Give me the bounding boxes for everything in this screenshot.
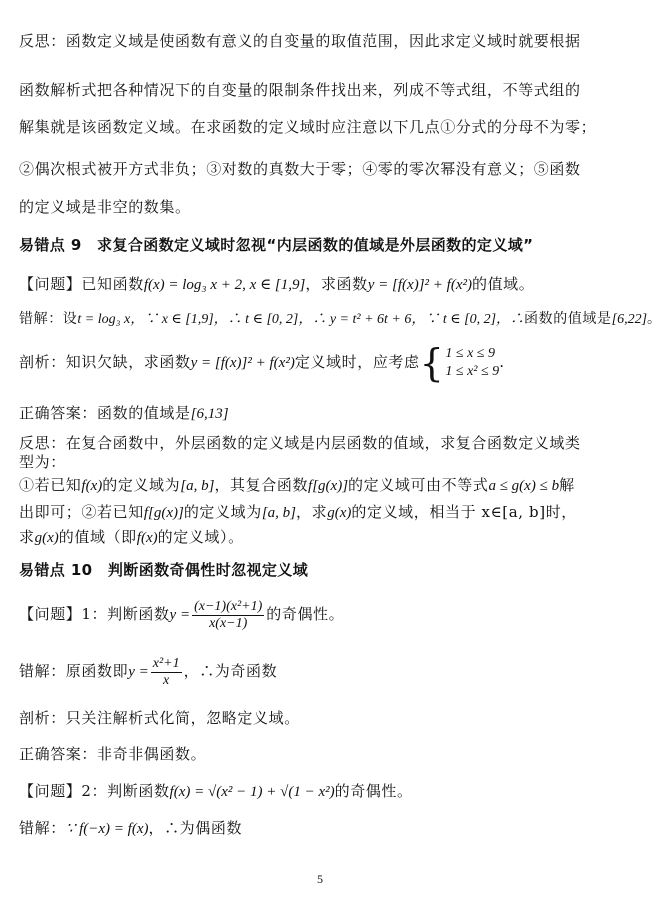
analysis-formula: y = [f(x)]² + f(x²) [190,355,295,371]
point9-reflection-line-2: 型为： [19,453,66,471]
type1-a: ①若已知 [19,476,82,494]
type3-e: 的定义域）。 [157,528,244,546]
answer-range: [6,13] [190,406,229,422]
type1-c: 的定义域为 [102,476,181,494]
problem-formula-y: y = [f(x)]² + f(x²) [367,277,472,293]
q1-label: 【问题】1：判断函数 [19,605,170,623]
problem-suffix: 的值域。 [471,275,535,293]
problem-mid: ，求函数 [305,275,368,293]
analysis-mid: 定义域时，应考虑 [294,353,420,371]
answer-label: 正确答案：函数的值域是 [19,404,191,422]
type1-composite: f[g(x)] [308,478,349,494]
q2-suffix: 的奇偶性。 [334,782,413,800]
q1-numerator: (x−1)(x²+1) [194,598,263,614]
reflection-line-5: 的定义域是非空的数集。 [19,198,191,216]
q2-label: 【问题】2：判断函数 [19,782,170,800]
type2-composite: f[g(x)] [143,505,184,521]
wrong-text: 函数的值域是 [524,311,612,327]
problem-label: 【问题】已知函数 [19,275,144,293]
q1-denominator: x(x−1) [209,615,248,631]
reflection-line-1: 反思：函数定义域是使函数有意义的自变量的取值范围，因此求定义域时就要根据 [19,32,581,50]
w2-label: 错解： [19,819,66,837]
q2-formula: f(x) = √(x² − 1) + √(1 − x²) [169,784,335,800]
type3-fx: f(x) [136,530,158,546]
point10-answer-1: 正确答案：非奇非偶函数。 [19,745,207,763]
point9-wrong-solution [19,308,662,331]
analysis-label: 剖析：知识欠缺，求函数 [19,353,191,371]
w1-label: 错解：原函数即 [19,662,129,680]
point9-heading: 易错点 9 求复合函数定义域时忽视“内层函数的值域是外层函数的定义域” [19,236,534,254]
type1-interval: [a, b] [180,478,215,494]
point10-question-1 [19,594,626,634]
wrong-range: [6,22] [611,312,648,327]
point10-wrong-2 [19,817,626,840]
type2-gx: g(x) [327,505,352,521]
w2-suffix: ，∴为偶函数 [148,819,243,837]
condition-2: 1 ≤ x² ≤ 9 [445,364,500,379]
point9-problem [19,273,626,296]
w2-formula: ∵ f(−x) = f(x) [65,821,149,837]
reflection-line-2: 函数解析式把各种情况下的自变量的限制条件找出来，列成不等式组，不等式组的 [19,81,581,99]
type3-a: 求 [19,528,35,546]
wrong-end: 。 [647,311,662,327]
left-brace-symbol: { [419,341,445,385]
type3-gx: g(x) [34,530,59,546]
type1-e: ，其复合函数 [214,476,309,494]
q1-lhs: y = [169,607,191,623]
type1-g: 的定义域可由不等式 [348,476,489,494]
point10-wrong-1 [19,651,626,691]
q1-fraction [192,599,264,632]
point9-analysis [19,340,626,384]
w1-numerator: x²+1 [152,655,180,671]
point9-reflection-line-1: 反思：在复合函数中，外层函数的定义域是内层函数的值域，求复合函数定义域类 [19,434,581,452]
analysis-end: . [499,353,505,371]
type3-c: 的值域（即 [58,528,137,546]
type2-c: 的定义域为 [183,503,262,521]
point10-analysis-1: 剖析：只关注解析式化简，忽略定义域。 [19,709,300,727]
type1-fx: f(x) [81,478,103,494]
type2-e: ，求 [296,503,328,521]
w1-denominator: x [163,672,170,688]
w1-lhs: y = [128,664,149,680]
reflection-line-4: ②偶次根式被开方式非负；③对数的真数大于零；④零的零次幂没有意义；⑤函数 [19,160,581,178]
type1-inequality: a ≤ g(x) ≤ b [488,478,560,494]
wrong-formula: t = log₃ x，∵ x ∈ [1,9]，∴ t ∈ [0, 2]，∴ y = t² + 6t + 6，∵ t ∈ [0, 2]，∴ [77,312,525,327]
type2-g: 的定义域，相当于 x∈[a, b]时， [351,503,577,521]
q1-suffix: 的奇偶性。 [266,605,345,623]
point10-question-2 [19,780,626,803]
type2-a: 出即可；②若已知 [19,503,144,521]
point9-type-line-3 [19,526,626,549]
point9-type-line-2 [19,501,626,524]
point9-type-line-1 [19,474,626,497]
wrong-label: 错解：设 [19,311,78,327]
reflection-line-3: 解集就是该函数定义域。在求函数的定义域时应注意以下几点①分式的分母不为零； [19,118,597,136]
page-number: 5 [317,872,323,886]
w1-fraction [151,656,182,689]
condition-1: 1 ≤ x ≤ 9 [445,346,495,361]
problem-formula-f: f(x) = log₃ x + 2, x ∈ [1,9] [143,277,306,293]
condition-system [445,345,499,381]
type2-interval: [a, b] [261,505,297,521]
type1-i: 解 [559,476,575,494]
w1-suffix: ，∴为奇函数 [183,662,278,680]
point9-answer [19,402,626,425]
point10-heading: 易错点 10 判断函数奇偶性时忽视定义域 [19,561,309,579]
